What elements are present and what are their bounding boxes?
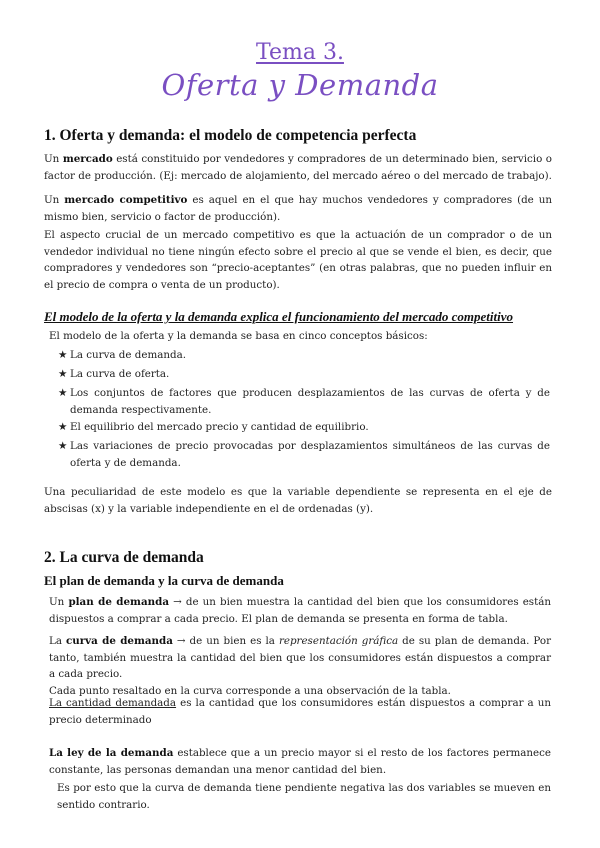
section1-subheading: El modelo de la oferta y la demanda explica el funcionamiento del mercado competitivo [44, 309, 514, 324]
star-icon: ★ [58, 440, 68, 452]
section1-paragraph-mercado-competitivo: Un mercado competitivo es aquel en el que hay muchos vendedores y compradores (de un mismo bien, servicio o factor de producción). [44, 194, 552, 223]
section2-subheading: El plan de demanda y la curva de demanda [44, 573, 284, 588]
star-icon: ★ [58, 349, 68, 361]
section2-paragraph-cantidad: La cantidad demandada es la cantidad que los consumidores están dispuestos a comprar a un precio determinado [49, 697, 551, 726]
list-item: ★ Los conjuntos de factores que producen desplazamientos de las curvas de oferta y de demanda respectivamente. [58, 387, 550, 416]
section2-paragraph-plan: Un plan de demanda → de un bien muestra la cantidad del bien que los consumidores están dispuestos a comprar a cada precio. El plan de demanda se presenta en forma de tabla. [49, 596, 552, 625]
section1-paragraph-mercado: Un mercado está constituido por vendedores y compradores de un determinado bien, servicio o factor de producción. (Ej: mercado de alojamiento, del mercado aéreo o del mercado de trabajo). [44, 153, 552, 182]
section2-heading: 2. La curva de demanda [44, 549, 204, 566]
section2-paragraph-pendiente: Es por esto que la curva de demanda tiene pendiente negativa las dos variables se mueven en sentido contrario. [57, 782, 551, 811]
section1-paragraph-peculiaridad: Una peculiaridad de este modelo es que la variable dependiente se representa en el eje de abscisas (x) y la variable independiente en el de ordenadas (y). [44, 486, 552, 515]
title-topic-number: Tema 3. [256, 40, 344, 65]
section2-paragraph-ley: La ley de la demanda establece que a un precio mayor si el resto de los factores permanece constante, las personas demandan una menor cantidad del bien. [49, 747, 551, 776]
section2-paragraph-curva: La curva de demanda → de un bien es la representación gráfica de su plan de demanda. Por tanto, también muestra la cantidad del bien que los consumidores están dispuestos a comprar a cada precio. Cada punto resaltado en la curva corresponde a una observación de la tabla. [49, 635, 552, 697]
section1-heading: 1. Oferta y demanda: el modelo de competencia perfecta [44, 127, 417, 144]
list-item: ★ El equilibrio del mercado precio y cantidad de equilibrio. [58, 419, 550, 436]
title-topic-name: Oferta y Demanda [161, 68, 439, 102]
star-icon: ★ [58, 421, 68, 433]
section1-intro: El modelo de la oferta y la demanda se basa en cinco conceptos básicos: [49, 330, 428, 342]
star-icon: ★ [58, 368, 68, 380]
section1-paragraph-aspecto: El aspecto crucial de un mercado competitivo es que la actuación de un comprador o de un vendedor individual no tiene ningún efecto sobre el precio al que se vende el bien, es decir, que compradores y vendedores son “precio-aceptantes” (en otras palabras, que no pueden influir en el precio de compra o venta de un producto). [44, 229, 552, 291]
star-icon: ★ [58, 387, 68, 399]
list-item: ★ La curva de demanda. [58, 347, 550, 364]
list-item: ★ Las variaciones de precio provocadas por desplazamientos simultáneos de las curvas de oferta y de demanda. [58, 440, 550, 469]
list-item: ★ La curva de oferta. [58, 366, 550, 383]
